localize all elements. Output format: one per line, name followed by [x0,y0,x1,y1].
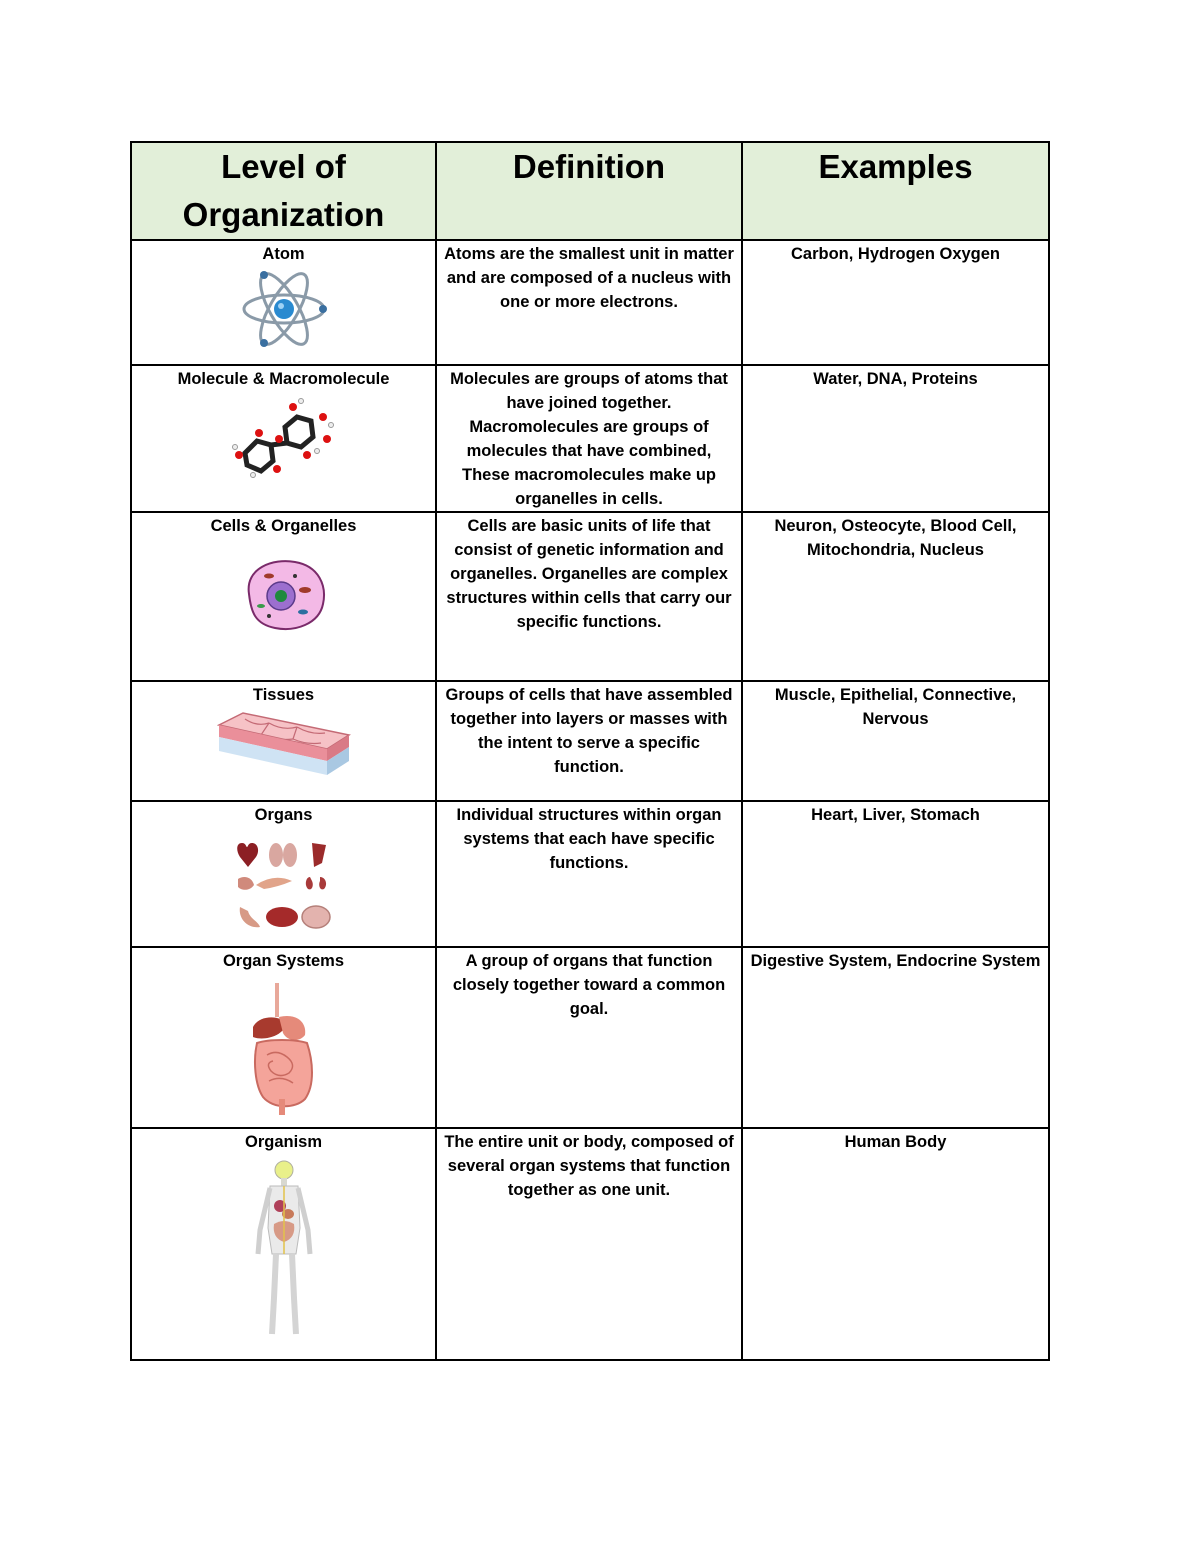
level-cell [131,1128,436,1360]
level-cell [131,947,436,1128]
definition-text: A group of organs that function closely together toward a common goal. [452,952,726,1018]
level-cell [131,365,436,512]
organs-icon [234,837,334,933]
header-definition: Definition [436,142,742,240]
examples-cell [742,1128,1049,1360]
definition-cell [436,947,742,1128]
definition-text: Molecules are groups of atoms that have joined together. Macromolecules are groups of molecules that have combined, These macromolecules make up organelles in cells. [450,370,728,508]
examples-text: Human Body [844,1133,947,1151]
table-row [131,947,1049,1128]
examples-cell [742,240,1049,365]
definition-cell [436,681,742,801]
level-name: Molecule & Macromolecule [177,370,390,388]
organization-table-page [130,141,1048,1361]
header-examples: Examples [742,142,1049,240]
definition-text: Individual structures within organ systems that each have specific functions. [456,806,722,872]
level-name: Organ Systems [222,952,345,970]
level-cell [131,681,436,801]
human-body-icon [252,1158,316,1340]
level-name: Cells & Organelles [210,517,357,535]
levels-of-organization-table [130,141,1050,1361]
level-cell [131,512,436,681]
examples-cell [742,512,1049,681]
level-name: Organs [254,806,313,824]
cell-icon [239,554,329,634]
examples-cell [742,947,1049,1128]
level-name: Atom [262,245,305,263]
table-row [131,365,1049,512]
level-name: Organism [244,1133,323,1151]
examples-cell [742,365,1049,512]
level-name: Tissues [252,686,315,704]
header-row [131,142,1049,240]
table-row [131,801,1049,947]
examples-cell [742,801,1049,947]
table-row [131,681,1049,801]
definition-cell [436,1128,742,1360]
table-row [131,240,1049,365]
examples-text: Water, DNA, Proteins [813,370,978,388]
digestive-system-icon [249,981,319,1117]
examples-text: Heart, Liver, Stomach [811,806,980,824]
definition-cell [436,801,742,947]
definition-text: Cells are basic units of life that consist of genetic information and organelles. Organelles are complex structures within cells that carry our specific functions. [446,517,732,631]
definition-cell [436,512,742,681]
examples-text: Carbon, Hydrogen Oxygen [790,245,1001,263]
level-cell [131,240,436,365]
examples-text: Muscle, Epithelial, Connective, Nervous [774,686,1017,728]
atom-icon [239,270,329,348]
definition-text: Groups of cells that have assembled together into layers or masses with the intent to serve a specific function. [445,686,733,776]
examples-text: Neuron, Osteocyte, Blood Cell, Mitochondria, Nucleus [774,517,1017,559]
table-row [131,1128,1049,1360]
examples-cell [742,681,1049,801]
definition-cell [436,365,742,512]
table-row [131,512,1049,681]
header-level: Level of Organization [131,142,436,240]
definition-text: The entire unit or body, composed of several organ systems that function together as one unit. [444,1133,734,1199]
molecule-icon [231,395,337,479]
level-cell [131,801,436,947]
examples-text: Digestive System, Endocrine System [750,952,1041,970]
definition-cell [436,240,742,365]
definition-text: Atoms are the smallest unit in matter and are composed of a nucleus with one or more electrons. [444,245,734,311]
tissue-icon [217,711,351,779]
